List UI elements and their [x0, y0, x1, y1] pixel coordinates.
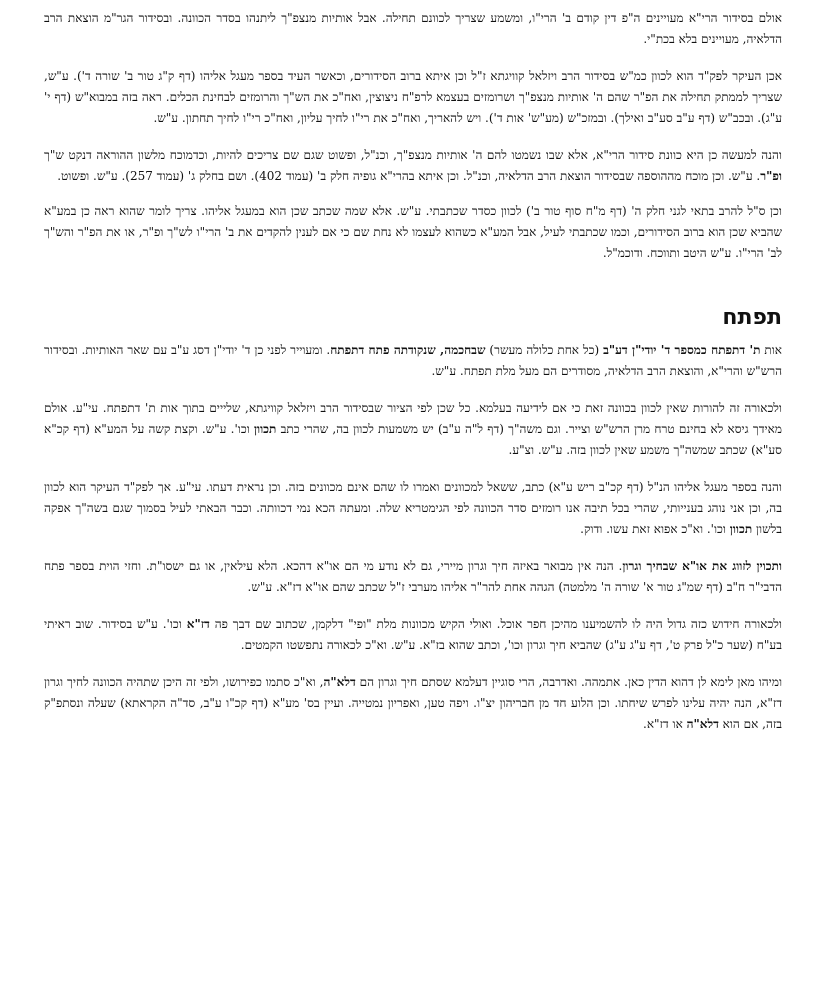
- text-run: אכן העיקר לפק"ד הוא לכוון כמ"ש בסידור הרב ויזלאל קוויגתא ז"ל וכן איתא ברוב הסידורים, וכאשר העיד בספר מעגל אליהו (דף ק"ג טור ב' שורה ד'). ע"ש, שצריך לממתק תחילה את הפ"ר שהם ה' אותיות מנצפ"ך ושרומזים בעצמא לרפ"ח ניצוצין, ואח"כ את הש"ך והרומזים לבחינת הכלים. ראה בזה במבוא"ש (דף י' ע"ג). ובכב"ש (דף ע"ב סע"ב ואילך). ובמזכ"ש (מע"ש' אות ד'). ויש להאריך, ואח"כ את רי"ו לחיך עליון, ואח"כ רי"ו לחיך תחתון. ע"ש.: [44, 69, 782, 125]
- paragraph-conclusion: [44, 672, 782, 735]
- text-run: (כל אחת כלולה מעשר): [485, 343, 604, 357]
- text-run: והנה למעשה כן היא כוונת סידור הרי"א, אלא שבו נשמטו להם ה' אותיות מנצפ"ך, וכנ"ל, ופשוט שגם שם צריכים להיות, וכדמוכח מלשון ההוראה דנקט ש"ך: [44, 148, 782, 162]
- emphasis-text: תכוון: [253, 422, 277, 436]
- text-run: . ע"ש. וכן מוכח מההוספה שבסידור הוצאת הרב הדלאיה, וכנ"ל. וכן איתא בהרי"א גופיה חלק ב' (עמוד 402). ושם בחלק ג' (עמוד 257). ע"ש. ופשוט.: [57, 169, 761, 183]
- emphasis-text: דלא"ה: [323, 675, 356, 689]
- text-run: , וא"כ סתמו כפירושו, ולפי זה היכן שתהיה הכוונה לחיך וגרון דז"א, הנה יהיה עלינו לפרש שיחתו. וכן הלוע חד מן חבריהון יצ"ו. ויפה טען, ואפריון נמטייה. ועיין בס' מע"א (דף קכ"ו ע"ב, סד"ה הקראתא) שעלה ונסתפ"ק בזה, אם הוא: [44, 675, 782, 731]
- emphasis-text: ת' דתפתח כמספר ד' יודי"ן דע"ב: [603, 343, 761, 357]
- text-run: וכו'. ע"ש. וקצת קשה על המע"א (דף קכ"א סע"א) שכתב שמשה"ך משמע שאין לכוון בזה. ע"ש. וצ"ע.: [44, 422, 782, 457]
- text-run: אות: [760, 343, 783, 357]
- text-run: וכו'. וא"כ אפוא זאת עשו. ודוק.: [580, 522, 730, 536]
- text-run: ומיהו מאן לימא לן דהוא הדין כאן. אתמהה. ואדרבה, הרי סוגיין דעלמא שסתם חיך וגרון הם: [355, 675, 783, 689]
- paragraph-intro: [44, 8, 782, 50]
- paragraph-main-intent: [44, 66, 782, 129]
- emphasis-text: דלא"ה: [686, 717, 719, 731]
- text-run: או דז"א.: [643, 717, 687, 731]
- emphasis-text: ופ"ר: [760, 169, 782, 183]
- paragraph-practice: [44, 145, 782, 187]
- text-run: וכו'. ע"ש בסידור. שוב ראיתי בע"ח (שער כ"ל פרק ט', דף ע"ג ע"ג) שהביא חיך וגרון וכו', וכתב שהוא בז"א. ע"ש. וא"כ לכאורה נתפשטו הקמטים.: [44, 617, 782, 652]
- section-heading: תפתח: [722, 305, 782, 330]
- text-run: . הנה אין מבואר באיזה חיך וגרון מיירי, גם לא נודע מי הם או"א דהכא. הלא עילאין, או גם ישסו"ת. וחזי הוית בספר פתח הדבי"ר ח"ב (דף שמ"ג טור א' שורה ה' מלמטה) הגהה אחת להר"ר אליהו מערבי ז"ל שכתב שהם או"א דז"א. ע"ש.: [44, 559, 782, 594]
- text-run: . ומעוייר לפני כן ד' יודי"ן דסג ע"ב עם שאר האותיות. ובסידור הרש"ש והרי"א, והוצאת הרב הדלאיה, מסודרים הם מעל מלת תפתח. ע"ש.: [44, 343, 782, 378]
- paragraph-apparently: [44, 398, 782, 461]
- text-run: והנה בספר מעגל אליהו הנ"ל (דף קכ"ב ריש ע"א) כתב, ששאל למכוונים ואמרו לו שהם אינם מכוונים בזה. וכן נראית דעתו. עי"ע. אך לפק"ד העיקר הוא לכוון בה, וכן אני נוהג בענייותי, שהרי בכל תיבה אנו רומזים סדר הכוונה לפי הגימטריא שלה. ומעתה הכא נמי דכוותה. וכבר הבאתי לעיל בסמוך שגם בשה"ך אפקה בלשון: [44, 480, 782, 536]
- text-run: אולם בסידור הרי"א מעויינים ה"פ דין קודם ב' הרי"ו, ומשמע שצריך לכוונם תחילה. אבל אותיות מנצפ"ך ליתנהו בסדר הכוונה. ובסידור הגר"מ הוצאת הרב הדלאיה, מעויינים בלא בכת"י.: [44, 11, 782, 46]
- paragraph-maagal-eliyahu: [44, 477, 782, 540]
- paragraph-baal-ha-mekubal: [44, 201, 782, 264]
- text-run: ולכאורה זה להורות שאין לכוון בכוונה זאת כי אם לידיעה בעלמא. כל שכן לפי הציור שבסידור הרב ויזלאל קוויגתא, שלייים בתוך אות ת' דתפתח. עי"ע. אולם מאידך גיסא לא בחינם טרח מרן הרש"ש וצייר. וגם משה"ך (דף ל"ה ע"ב) יש משמעות לכוון בה, שהרי כתב: [44, 401, 782, 436]
- paragraph-letter-tav: [44, 340, 782, 382]
- emphasis-text: תכוון: [729, 522, 753, 536]
- paragraph-chidush: [44, 614, 782, 656]
- text-run: ולכאורה חידוש כזה גדול היה לו להשמיענו מהיכן חפר אוכל. ואולי הקיש מכוונות מלת "ופי" דלקמן, שכתוב שם דבך פה: [209, 617, 782, 631]
- text-run: וכן ס"ל להרב בתאי לגני חלק ה' (דף מ"ח סוף טור ב') לכוון כסדר שכתבתי. ע"ש. אלא שמה שכתב שכן הוא במעגל אליהו. צריך לומר שהוא ראה כן במע"א שהביא שכן הוא ברוב הסידורים, וכמו שכתבתי לעיל, אבל המע"א כשהוא לעצמו לא נחת שם כי אם לענין להקדים את ב' הרי"ו לש"ך ופ"ר, או את הפ"ר והש"ך לב' הרי"ו. ע"ש היטב ותווכח. ודוכמ"ל.: [44, 204, 782, 260]
- emphasis-text: ותכוין לזווג את או"א שבחיך וגרון: [622, 559, 782, 573]
- emphasis-text: שבחכמה, שנקודתה פתח דתפתח: [330, 343, 486, 357]
- paragraph-zivug: [44, 556, 782, 598]
- emphasis-text: דז"א: [186, 617, 210, 631]
